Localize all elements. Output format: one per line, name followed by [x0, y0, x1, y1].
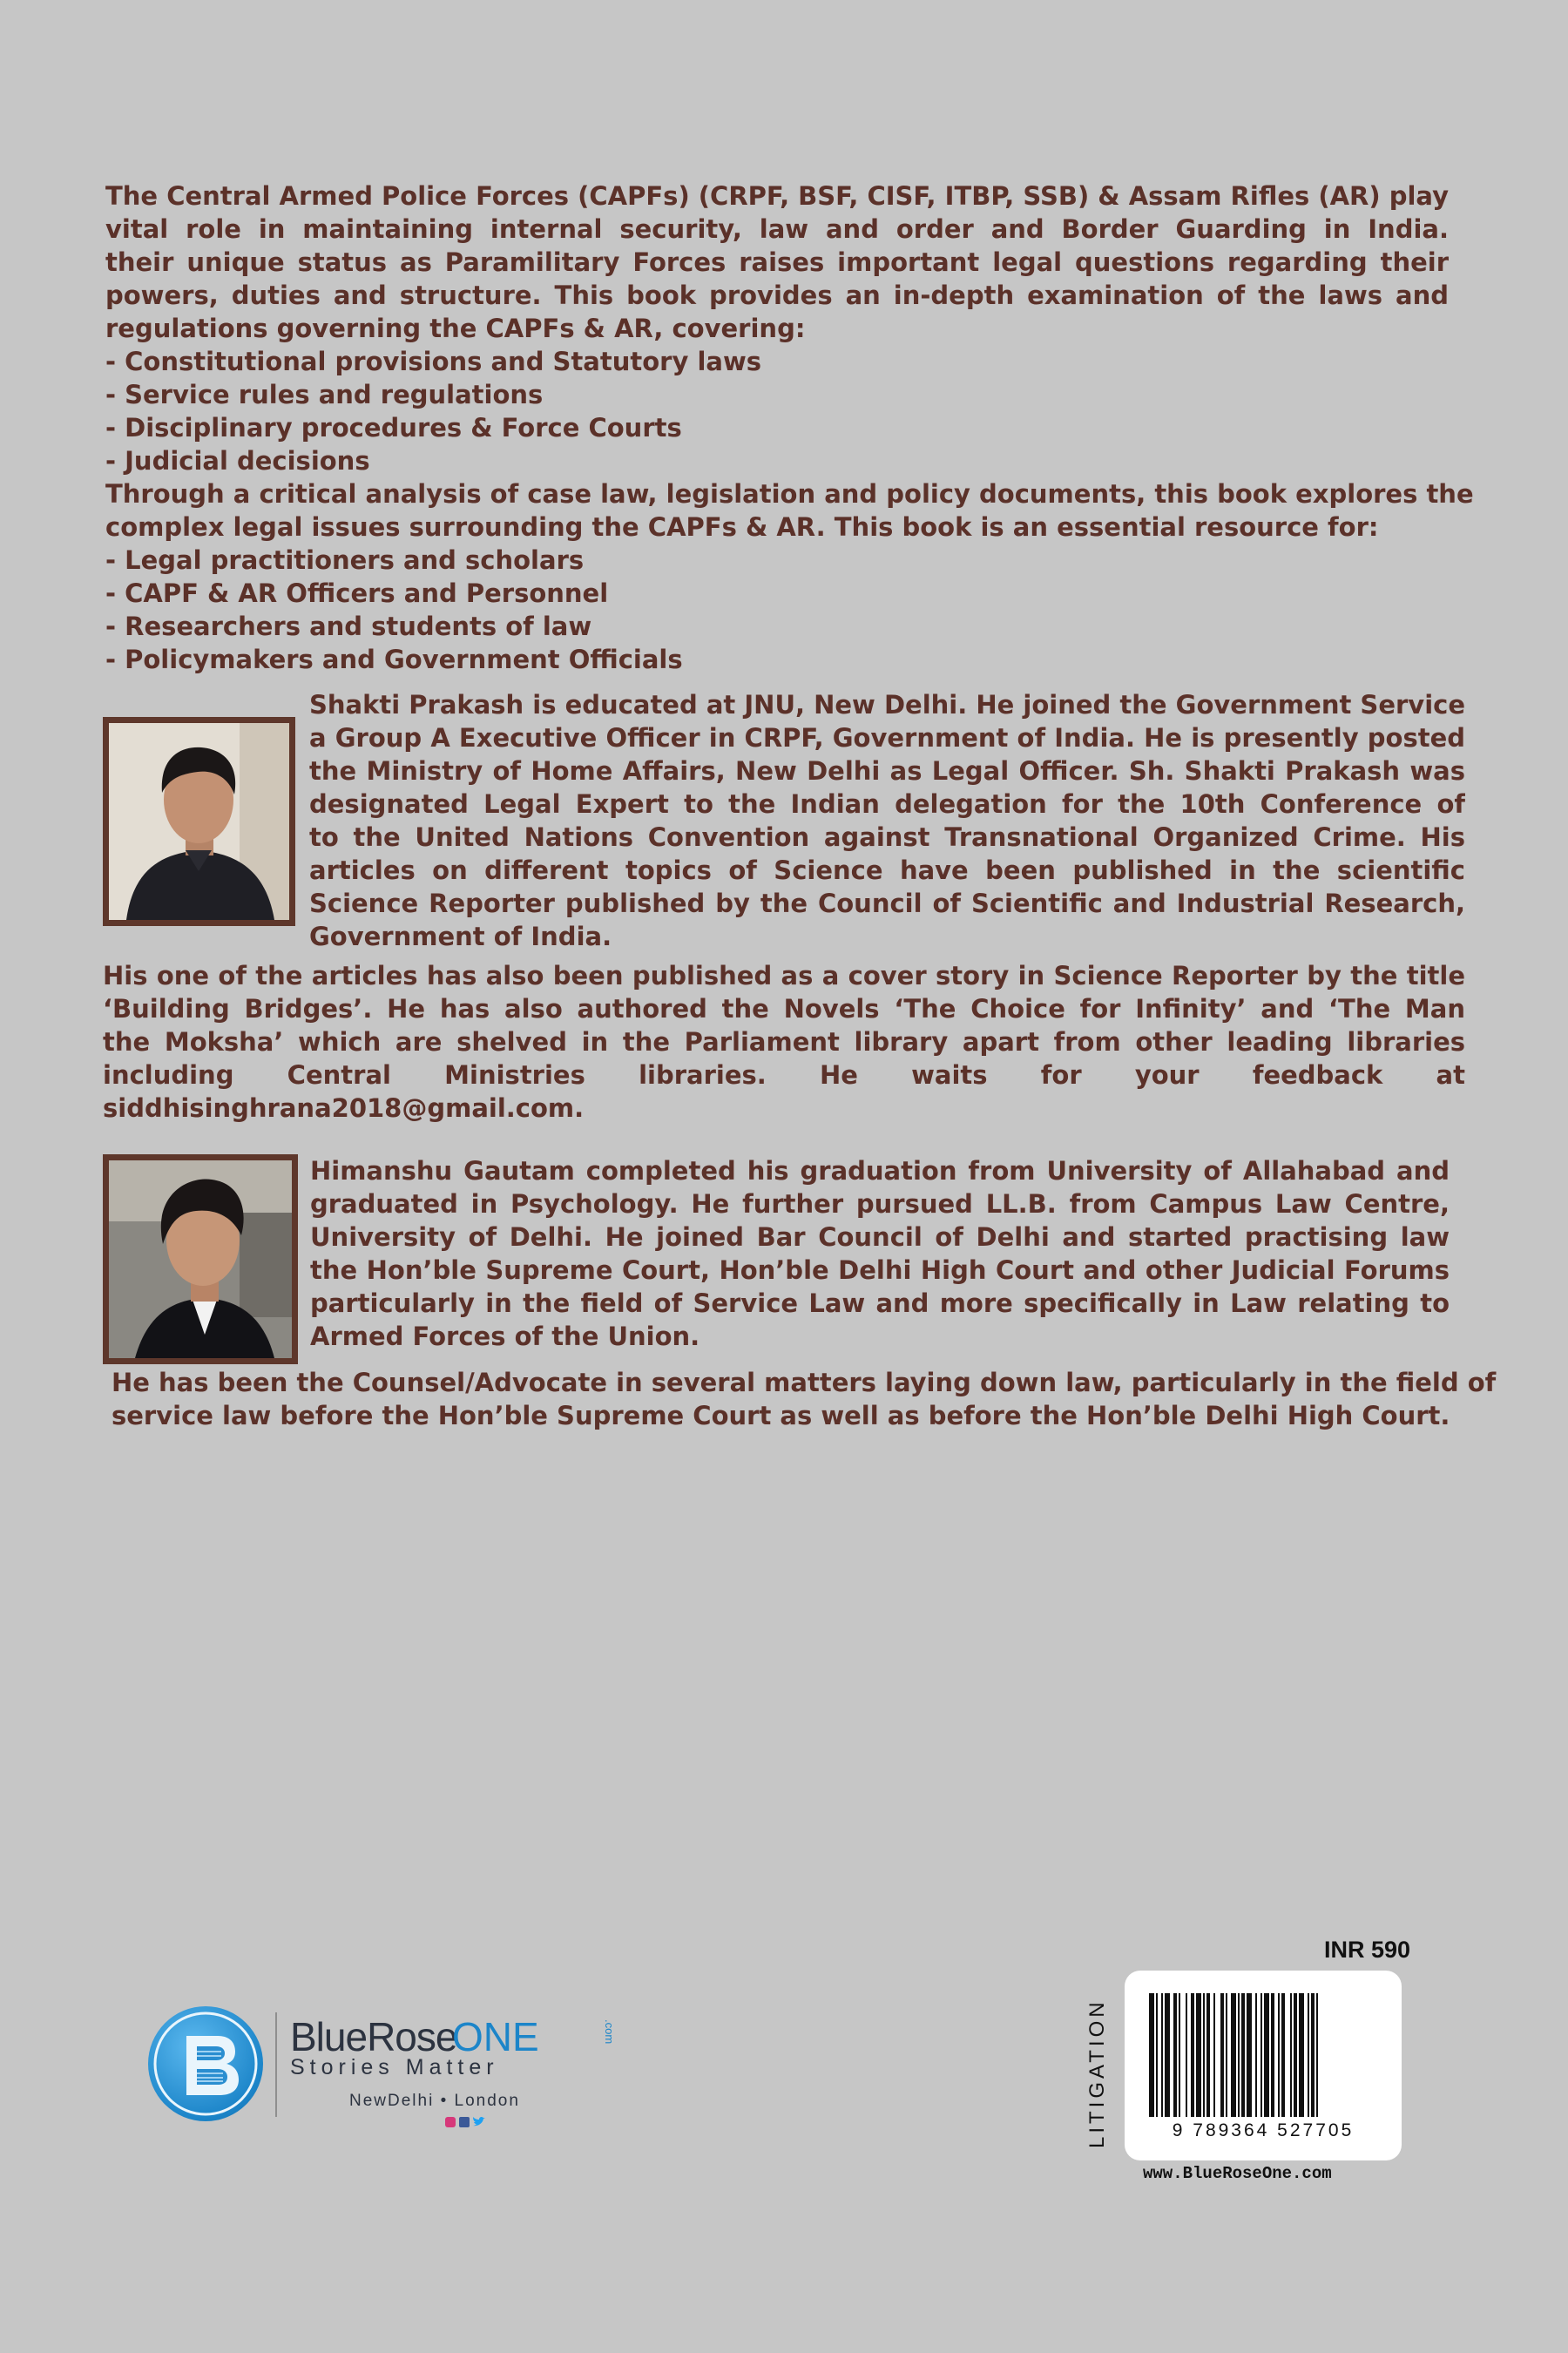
audience-item: - CAPF & AR Officers and Personnel [105, 578, 609, 608]
barcode-bar [1231, 1993, 1236, 2117]
barcode-bar [1220, 1993, 1224, 2117]
logo-b-mark [148, 2006, 263, 2121]
barcode-bar [1238, 1993, 1240, 2117]
barcode-bar [1271, 1993, 1274, 2117]
instagram-icon [445, 2117, 456, 2127]
publisher-website: www.BlueRoseOne.com [1143, 2164, 1332, 2183]
barcode-bar [1161, 1993, 1163, 2117]
analysis-line: Through a critical analysis of case law, legislation and policy documents, this book explores the [105, 479, 1474, 509]
bio-line: Armed Forces of the Union. [310, 1322, 700, 1351]
social-icons [444, 2115, 486, 2133]
bio-line: ‘Building Bridges’. He has also authored the Novels ‘The Choice for Infinity’ and ‘The Man [103, 994, 1465, 1024]
barcode-bar [1186, 1993, 1187, 2117]
bio-line: designated Legal Expert to the Indian delegation for the 10th Conference of [309, 789, 1465, 819]
logo-divider [275, 2012, 277, 2117]
bio-line: Science Reporter published by the Council of Scientific and Industrial Research, [309, 889, 1465, 918]
coverage-item: - Disciplinary procedures & Force Courts [105, 413, 682, 443]
audience-item: - Legal practitioners and scholars [105, 545, 585, 575]
barcode-bar [1316, 1993, 1318, 2117]
barcode-bar [1213, 1993, 1215, 2117]
author-portrait-image [109, 723, 289, 920]
barcode-bar [1165, 1993, 1170, 2117]
bluerose-logo-icon [148, 2006, 263, 2121]
bio-line: the Hon’ble Supreme Court, Hon’ble Delhi High Court and other Judicial Forums [310, 1255, 1450, 1285]
barcode-bar [1247, 1993, 1252, 2117]
description-line: regulations governing the CAPFs & AR, covering: [105, 314, 806, 343]
bio-line: the Ministry of Home Affairs, New Delhi as Legal Officer. Sh. Shakti Prakash was [309, 756, 1465, 786]
bio-line: University of Delhi. He joined Bar Council of Delhi and started practising law [310, 1222, 1450, 1252]
barcode-bar [1290, 1993, 1292, 2117]
bio-line: a Group A Executive Officer in CRPF, Government of India. He is presently posted [309, 723, 1465, 753]
barcode-bar [1308, 1993, 1309, 2117]
barcode-bar [1278, 1993, 1280, 2117]
coverage-item: - Service rules and regulations [105, 380, 544, 409]
author-bio-himanshu-gautam [310, 1154, 1450, 1353]
author-bio-shakti-prakash-continued [103, 959, 1465, 1125]
barcode-bar [1179, 1993, 1180, 2117]
description-line: vital role in maintaining internal security, law and order and Border Guarding in India. [105, 214, 1449, 244]
bio-line: Himanshu Gautam completed his graduation from University of Allahabad and [310, 1156, 1450, 1186]
barcode-bar [1311, 1993, 1315, 2117]
twitter-icon [473, 2117, 485, 2126]
bio-line: the Moksha’ which are shelved in the Parliament library apart from other leading libraries [103, 1027, 1465, 1057]
barcode-bar [1299, 1993, 1304, 2117]
barcode-bar [1206, 1993, 1210, 2117]
publisher-name-accent: ONE [452, 2014, 539, 2059]
barcode-bar [1203, 1993, 1205, 2117]
bio-line: Shakti Prakash is educated at JNU, New Delhi. He joined the Government Service [309, 690, 1465, 720]
coverage-item: - Constitutional provisions and Statutory laws [105, 347, 762, 376]
audience-item: - Researchers and students of law [105, 612, 592, 641]
book-description [105, 179, 1474, 676]
analysis-line: complex legal issues surrounding the CAPFs & AR. This book is an essential resource for: [105, 512, 1379, 542]
barcode-bars [1147, 1993, 1379, 2117]
author-bio-himanshu-gautam-continued [112, 1366, 1497, 1432]
author-bio-shakti-prakash [309, 688, 1465, 953]
author-photo-shakti-prakash [103, 717, 295, 926]
publisher-cities: NewDelhi • London [349, 2092, 520, 2110]
barcode-bar [1196, 1993, 1201, 2117]
description-line: The Central Armed Police Forces (CAPFs) (CRPF, BSF, CISF, ITBP, SSB) & Assam Rifles (AR) play [105, 181, 1449, 211]
bio-line: articles on different topics of Science have been published in the scientific [309, 855, 1465, 885]
bio-line: including Central Ministries libraries. He waits for your feedback at [103, 1060, 1465, 1090]
description-line: powers, duties and structure. This book provides an in-depth examination of the laws and [105, 281, 1449, 310]
bio-line: He has been the Counsel/Advocate in several matters laying down law, particularly in the field of [112, 1368, 1497, 1397]
barcode-bar [1191, 1993, 1194, 2117]
barcode-bar [1156, 1993, 1158, 2117]
barcode-bar [1264, 1993, 1269, 2117]
barcode-bar [1255, 1993, 1257, 2117]
barcode-bar [1173, 1993, 1177, 2117]
bio-line: Government of India. [309, 922, 612, 951]
publisher-name: BlueRose [290, 2014, 457, 2059]
barcode-bar [1149, 1993, 1154, 2117]
genre-label: LITIGATION [1085, 1998, 1109, 2148]
bio-line: service law before the Hon’ble Supreme Court as well as before the Hon’ble Delhi High Court. [112, 1401, 1450, 1430]
barcode [1125, 1971, 1402, 2160]
bio-line: His one of the articles has also been published as a cover story in Science Reporter by the title [103, 961, 1465, 991]
facebook-icon [459, 2117, 470, 2127]
isbn-number: 9 789364 527705 [1172, 2120, 1355, 2140]
coverage-item: - Judicial decisions [105, 446, 370, 476]
bio-line: particularly in the field of Service Law and more specifically in Law relating to [310, 1288, 1450, 1318]
barcode-bar [1260, 1993, 1262, 2117]
price-label: INR 590 [1324, 1937, 1411, 1963]
author-email: siddhisinghrana2018@gmail.com. [103, 1093, 585, 1123]
author-portrait-image [109, 1160, 292, 1358]
audience-item: - Policymakers and Government Officials [105, 645, 683, 674]
description-line: their unique status as Paramilitary Forces raises important legal questions regarding their [105, 247, 1449, 277]
author-photo-himanshu-gautam [103, 1154, 298, 1364]
barcode-bar [1294, 1993, 1297, 2117]
publisher-domain-suffix: .com [603, 2019, 616, 2045]
barcode-bar [1241, 1993, 1245, 2117]
bio-line: to the United Nations Convention against Transnational Organized Crime. His [309, 822, 1465, 852]
barcode-bar [1226, 1993, 1227, 2117]
publisher-tagline: Stories Matter [290, 2055, 499, 2079]
barcode-bar [1281, 1993, 1285, 2117]
bio-line: graduated in Psychology. He further pursued LL.B. from Campus Law Centre, [310, 1189, 1450, 1219]
